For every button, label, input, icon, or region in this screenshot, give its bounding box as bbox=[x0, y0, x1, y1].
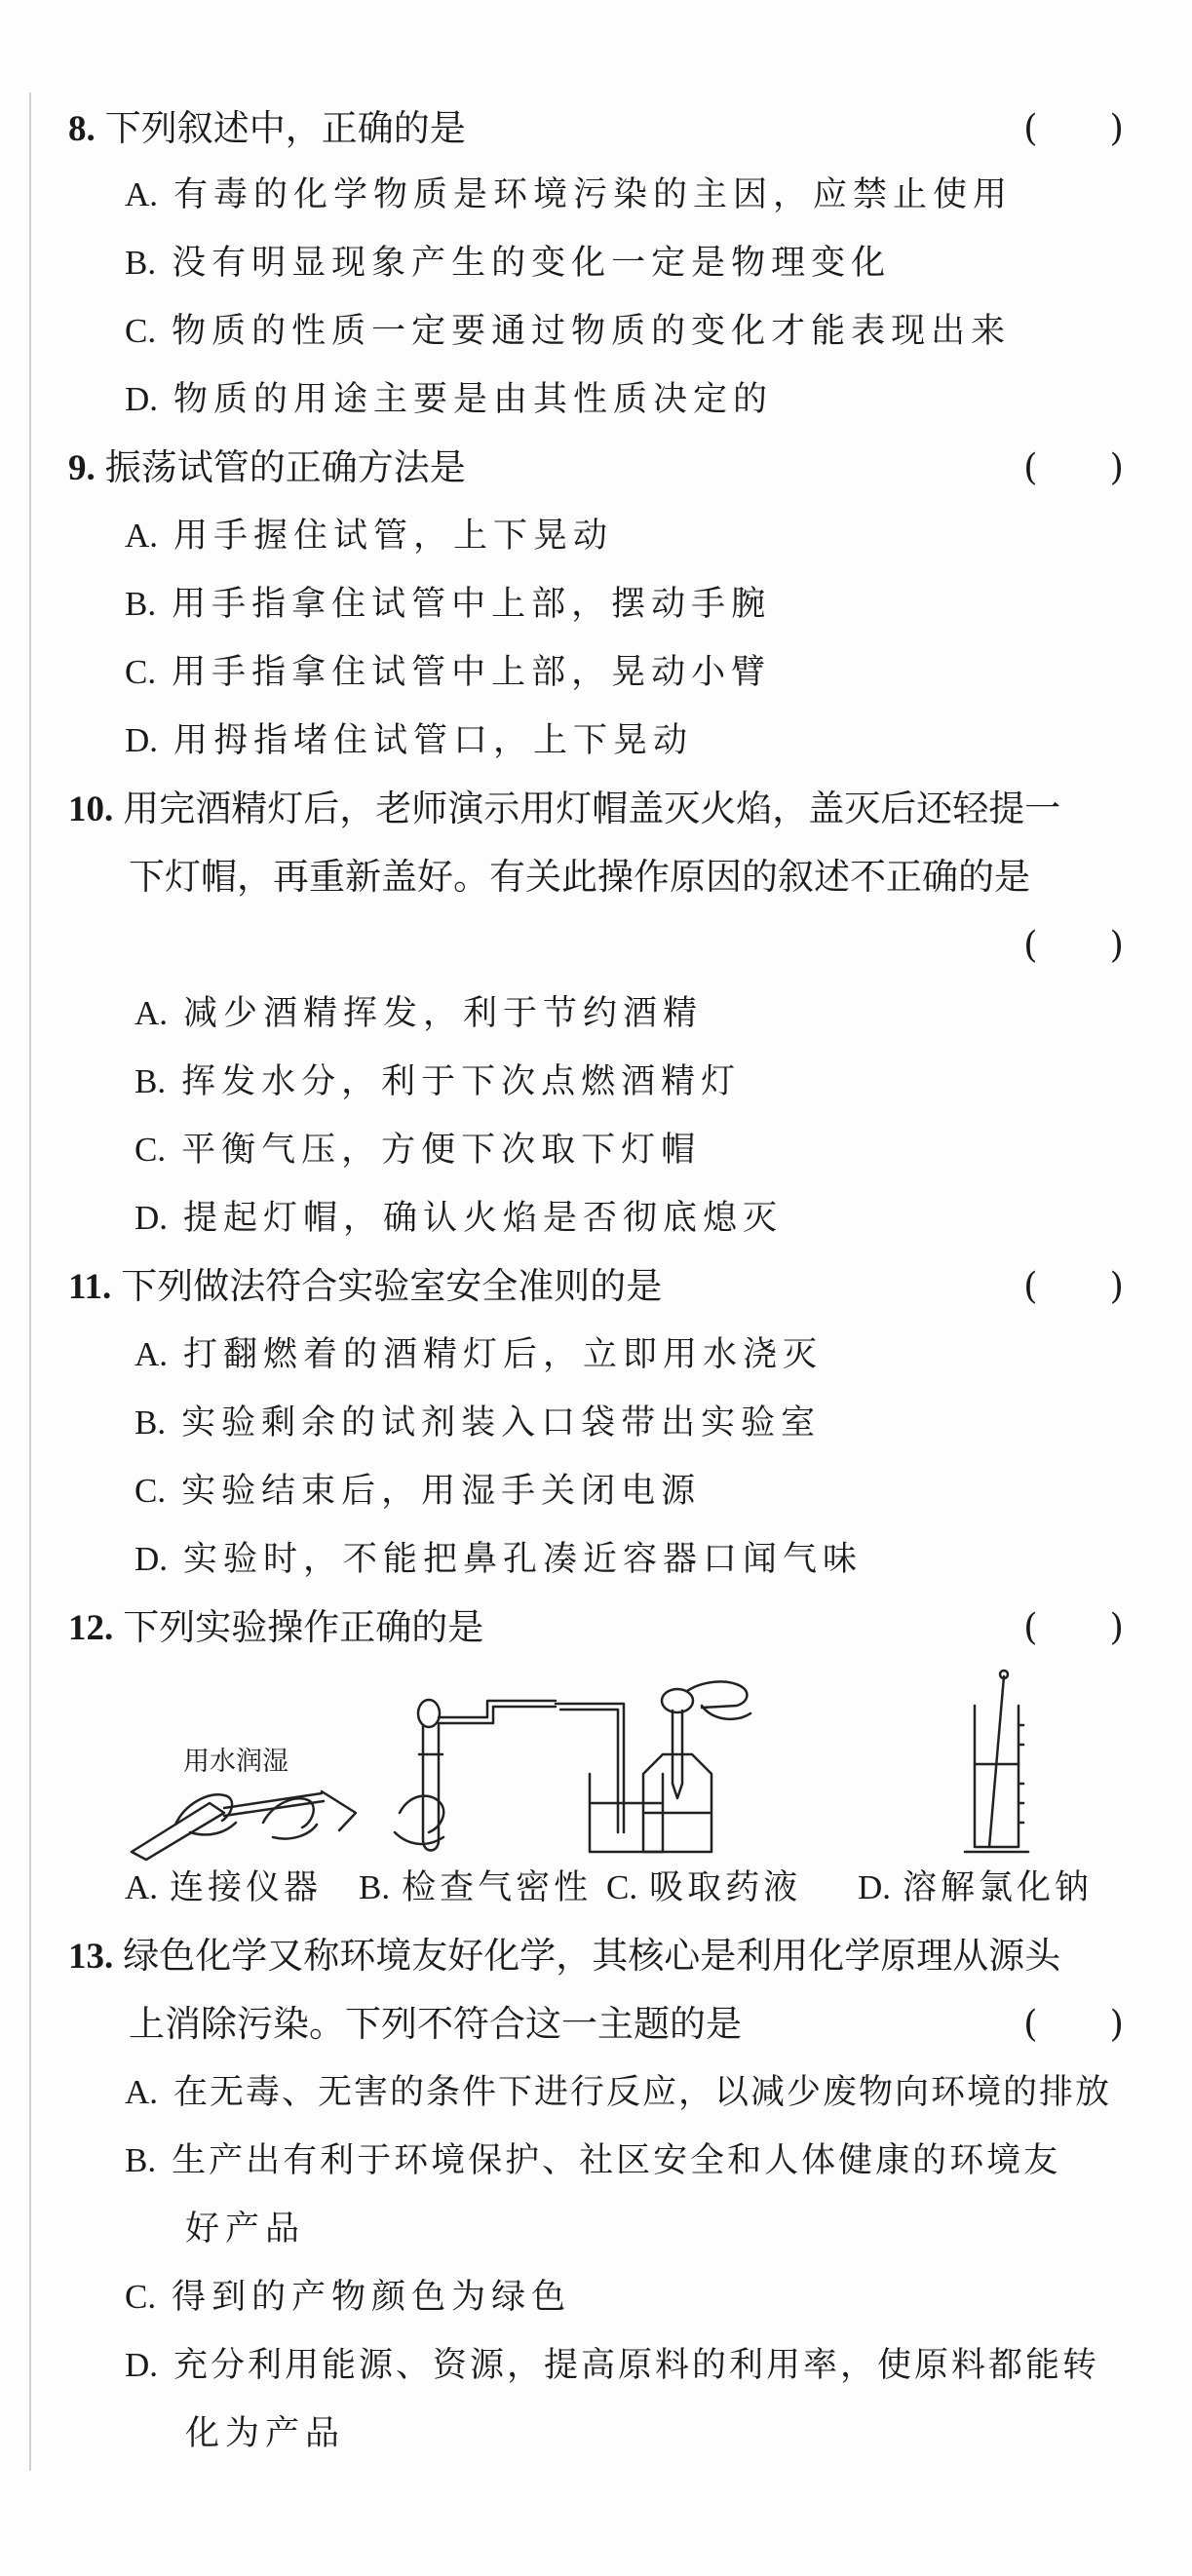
question-number: 13. bbox=[68, 1937, 114, 1977]
option-letter: C. bbox=[135, 1472, 167, 1510]
question-text: 振荡试管的正确方法是 bbox=[104, 446, 466, 488]
check-airtightness-drawing bbox=[395, 1700, 663, 1852]
question-13-stem bbox=[68, 1935, 1060, 1979]
option-text: 平衡气压，方便下次取下灯帽 bbox=[181, 1131, 702, 1170]
option-letter: C. bbox=[125, 2278, 157, 2316]
option-text: 物质的用途主要是由其性质决定的 bbox=[173, 380, 774, 419]
option-letter: C. bbox=[125, 653, 157, 691]
option-text: 生产出有利于环境保护、社区安全和人体健康的环境友 bbox=[172, 2141, 1061, 2180]
connect-apparatus-drawing bbox=[132, 1791, 356, 1860]
question-13-option-d[interactable] bbox=[125, 2344, 1099, 2387]
option-text: 实验时，不能把鼻孔凑近容器口闻气味 bbox=[183, 1540, 864, 1579]
option-text: 在无毒、无害的条件下进行反应，以减少废物向环境的排放 bbox=[173, 2073, 1112, 2112]
question-11-option-c[interactable] bbox=[135, 1470, 701, 1513]
answer-bracket-12[interactable]: ( ) bbox=[1023, 1606, 1124, 1648]
question-9-option-b[interactable] bbox=[125, 583, 771, 626]
answer-bracket-11[interactable]: ( ) bbox=[1023, 1265, 1124, 1307]
question-10-stem-continued: 下灯帽，再重新盖好。有关此操作原因的叙述不正确的是 bbox=[129, 856, 1030, 898]
option-text: 有毒的化学物质是环境污染的主因，应禁止使用 bbox=[173, 175, 1014, 214]
question-10-option-a[interactable] bbox=[135, 992, 703, 1035]
answer-bracket-8[interactable]: ( ) bbox=[1023, 107, 1124, 149]
question-13-option-b[interactable] bbox=[125, 2139, 1060, 2182]
question-9-option-c[interactable] bbox=[125, 651, 771, 694]
option-letter: B. bbox=[125, 585, 157, 623]
option-text: 实验剩余的试剂装入口袋带出实验室 bbox=[181, 1403, 822, 1442]
option-letter: D. bbox=[858, 1868, 892, 1906]
option-letter: C. bbox=[125, 312, 157, 350]
question-number: 9. bbox=[68, 448, 96, 488]
option-letter: D. bbox=[135, 1540, 169, 1578]
question-13-stem-continued: 上消除污染。下列不符合这一主题的是 bbox=[129, 2003, 742, 2045]
option-letter: C. bbox=[135, 1131, 167, 1169]
option-text: 用手指拿住试管中上部，晃动小臂 bbox=[172, 653, 772, 692]
question-9-option-d[interactable] bbox=[125, 719, 693, 762]
option-letter: A. bbox=[125, 2073, 159, 2111]
question-text: 下列做法符合实验室安全准则的是 bbox=[121, 1265, 663, 1307]
option-text: 实验结束后，用湿手关闭电源 bbox=[181, 1472, 702, 1511]
question-12-option-b[interactable] bbox=[359, 1866, 592, 1909]
question-8-option-b[interactable] bbox=[125, 242, 891, 285]
left-margin-rule bbox=[29, 93, 31, 2471]
draw-liquid-drawing bbox=[643, 1681, 750, 1852]
option-letter: B. bbox=[135, 1403, 167, 1442]
option-text: 没有明显现象产生的变化一定是物理变化 bbox=[172, 244, 892, 283]
option-text: 连接仪器 bbox=[170, 1868, 323, 1907]
question-9-option-a[interactable] bbox=[125, 515, 613, 557]
option-text: 用手握住试管，上下晃动 bbox=[173, 517, 614, 556]
option-text: 检查气密性 bbox=[402, 1868, 593, 1907]
question-10-option-b[interactable] bbox=[135, 1060, 741, 1103]
option-letter: B. bbox=[359, 1868, 391, 1906]
question-11-stem bbox=[68, 1265, 662, 1309]
answer-bracket-13[interactable]: ( ) bbox=[1023, 2003, 1124, 2045]
option-text: 用手指拿住试管中上部，摆动手腕 bbox=[172, 585, 772, 624]
option-text: 提起灯帽，确认火焰是否彻底熄灭 bbox=[183, 1199, 784, 1238]
option-letter: A. bbox=[125, 175, 159, 213]
question-13-option-b-continued: 好产品 bbox=[185, 2210, 306, 2249]
question-8-option-d[interactable] bbox=[125, 378, 773, 421]
option-letter: C. bbox=[606, 1868, 638, 1906]
option-text: 打翻燃着的酒精灯后，立即用水浇灭 bbox=[183, 1335, 824, 1374]
figure-label-wet-with-water: 用水润湿 bbox=[183, 1747, 288, 1777]
question-13-option-d-continued: 化为产品 bbox=[185, 2414, 346, 2453]
answer-bracket-10[interactable]: ( ) bbox=[1023, 924, 1124, 966]
answer-bracket-9[interactable]: ( ) bbox=[1023, 446, 1124, 488]
option-text: 挥发水分，利于下次点燃酒精灯 bbox=[181, 1062, 742, 1101]
option-text: 得到的产物颜色为绿色 bbox=[172, 2278, 572, 2317]
question-11-option-b[interactable] bbox=[135, 1402, 821, 1444]
option-letter: A. bbox=[135, 1335, 169, 1373]
dissolve-salt-drawing bbox=[965, 1671, 1028, 1852]
option-text: 溶解氯化钠 bbox=[903, 1868, 1094, 1907]
option-letter: B. bbox=[135, 1062, 167, 1100]
question-11-option-d[interactable] bbox=[135, 1538, 863, 1581]
option-letter: D. bbox=[125, 721, 159, 759]
question-10-stem bbox=[68, 788, 1060, 831]
question-number: 11. bbox=[68, 1267, 112, 1307]
question-10-option-d[interactable] bbox=[135, 1197, 783, 1240]
question-13-option-c[interactable] bbox=[125, 2276, 571, 2319]
question-number: 8. bbox=[68, 109, 96, 149]
option-text: 减少酒精挥发，利于节约酒精 bbox=[183, 994, 704, 1033]
question-8-option-c[interactable] bbox=[125, 310, 1011, 353]
question-12-stem bbox=[68, 1606, 483, 1650]
option-letter: A. bbox=[125, 517, 159, 555]
option-text: 充分利用能源、资源，提高原料的利用率，使原料都能转 bbox=[173, 2346, 1100, 2385]
question-9-stem bbox=[68, 446, 466, 490]
question-8-stem bbox=[68, 107, 466, 151]
question-number: 10. bbox=[68, 789, 114, 829]
option-letter: B. bbox=[125, 2141, 157, 2179]
question-text: 下列叙述中，正确的是 bbox=[104, 107, 466, 149]
question-text: 用完酒精灯后，老师演示用灯帽盖灭火焰，盖灭后还轻提一 bbox=[123, 788, 1061, 829]
question-13-option-a[interactable] bbox=[125, 2071, 1111, 2114]
question-11-option-a[interactable] bbox=[135, 1333, 823, 1376]
question-10-option-c[interactable] bbox=[135, 1129, 701, 1172]
question-8-option-a[interactable] bbox=[125, 173, 1013, 216]
question-12-option-a[interactable] bbox=[125, 1866, 322, 1909]
question-12-option-d[interactable] bbox=[858, 1866, 1093, 1909]
question-12-option-c[interactable] bbox=[606, 1866, 801, 1909]
option-letter: D. bbox=[135, 1199, 169, 1237]
option-letter: A. bbox=[125, 1868, 159, 1906]
option-letter: A. bbox=[135, 994, 169, 1032]
option-text: 吸取药液 bbox=[649, 1868, 802, 1907]
option-letter: B. bbox=[125, 244, 157, 282]
question-text: 绿色化学又称环境友好化学，其核心是利用化学原理从源头 bbox=[123, 1935, 1061, 1977]
question-text: 下列实验操作正确的是 bbox=[123, 1606, 484, 1648]
option-text: 物质的性质一定要通过物质的变化才能表现出来 bbox=[172, 312, 1012, 351]
option-letter: D. bbox=[125, 2346, 159, 2384]
option-text: 用拇指堵住试管口，上下晃动 bbox=[173, 721, 694, 760]
question-number: 12. bbox=[68, 1608, 114, 1648]
option-letter: D. bbox=[125, 380, 159, 418]
lab-operations-illustration bbox=[117, 1667, 1140, 1862]
